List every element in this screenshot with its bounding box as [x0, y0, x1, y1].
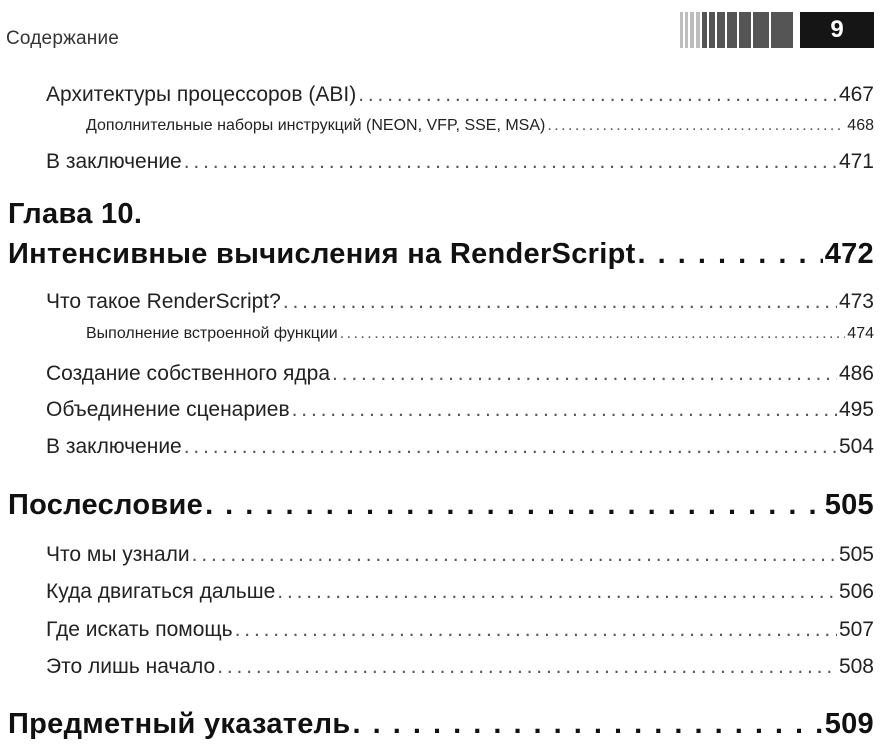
toc-entry-page: 474 — [847, 325, 874, 342]
toc-entry-title: В заключение — [46, 435, 182, 458]
running-header-title: Содержание — [6, 28, 120, 49]
toc-entry-builtin-function[interactable] — [86, 325, 874, 343]
toc-entry-page: 467 — [838, 83, 874, 106]
toc-entry-title: Создание собственного ядра — [46, 362, 331, 385]
toc-entry-page: 473 — [838, 290, 874, 313]
toc-entry-page: 468 — [847, 117, 874, 134]
dot-leader — [292, 398, 837, 422]
toc-entry-title: Выполнение встроенной функции — [86, 325, 338, 342]
toc-entry-conclusion-1[interactable] — [46, 150, 874, 174]
toc-entry-abi[interactable] — [46, 83, 874, 107]
toc-entry-title: Куда двигаться дальше — [46, 580, 276, 603]
page-number-badge: 9 — [800, 12, 874, 48]
toc-entry-title: Архитектуры процессоров (ABI) — [46, 83, 357, 106]
toc-entry-where-help[interactable] — [46, 618, 874, 642]
dot-leader — [205, 489, 823, 522]
dot-leader — [184, 435, 837, 459]
dot-leader — [353, 708, 823, 741]
toc-entry-page: 508 — [838, 655, 874, 678]
dot-leader — [192, 543, 837, 567]
dot-leader — [277, 580, 837, 604]
toc-entry-title: Это лишь начало — [46, 655, 216, 678]
toc-entry-just-beginning[interactable] — [46, 655, 874, 679]
chapter-10-label: Глава 10. — [8, 198, 143, 230]
dot-leader — [547, 117, 845, 135]
toc-entry-where-next[interactable] — [46, 580, 874, 604]
dot-leader — [283, 290, 837, 314]
index-page: 509 — [824, 708, 874, 740]
dot-leader — [358, 83, 837, 107]
toc-entry-title: Объединение сценариев — [46, 398, 290, 421]
toc-entry-page: 505 — [838, 543, 874, 566]
toc-entry-combining-scripts[interactable] — [46, 398, 874, 422]
toc-chapter-10[interactable] — [8, 238, 874, 271]
dot-leader — [235, 618, 837, 642]
chapter-title: Интенсивные вычисления на RenderScript — [8, 238, 636, 270]
toc-entry-page: 504 — [838, 435, 874, 458]
toc-entry-page: 471 — [838, 150, 874, 173]
toc-entry-title: В заключение — [46, 150, 182, 173]
toc-entry-title: Что такое RenderScript? — [46, 290, 281, 313]
toc-entry-title: Дополнительные наборы инструкций (NEON, VFP, SSE, MSA) — [86, 117, 546, 134]
index-title: Предметный указатель — [8, 708, 351, 740]
toc-entry-page: 495 — [838, 398, 874, 421]
toc-entry-own-kernel[interactable] — [46, 362, 874, 386]
toc-entry-title: Где искать помощь — [46, 618, 233, 641]
toc-afterword[interactable] — [8, 489, 874, 522]
toc-entry-page: 507 — [838, 618, 874, 641]
toc-entry-what-we-learned[interactable] — [46, 543, 874, 567]
dot-leader — [340, 325, 846, 343]
toc-index[interactable] — [8, 708, 874, 741]
dot-leader — [217, 655, 837, 679]
dot-leader — [332, 362, 837, 386]
toc-entry-conclusion-2[interactable] — [46, 435, 874, 459]
toc-entry-instruction-sets[interactable] — [86, 117, 874, 135]
toc-entry-page: 486 — [838, 362, 874, 385]
dot-leader — [184, 150, 837, 174]
dot-leader — [638, 238, 823, 271]
afterword-page: 505 — [824, 489, 874, 521]
toc-entry-title: Что мы узнали — [46, 543, 190, 566]
toc-entry-what-is-renderscript[interactable] — [46, 290, 874, 314]
afterword-title: Послесловие — [8, 489, 204, 521]
chapter-page: 472 — [824, 238, 874, 270]
toc-entry-page: 506 — [838, 580, 874, 603]
